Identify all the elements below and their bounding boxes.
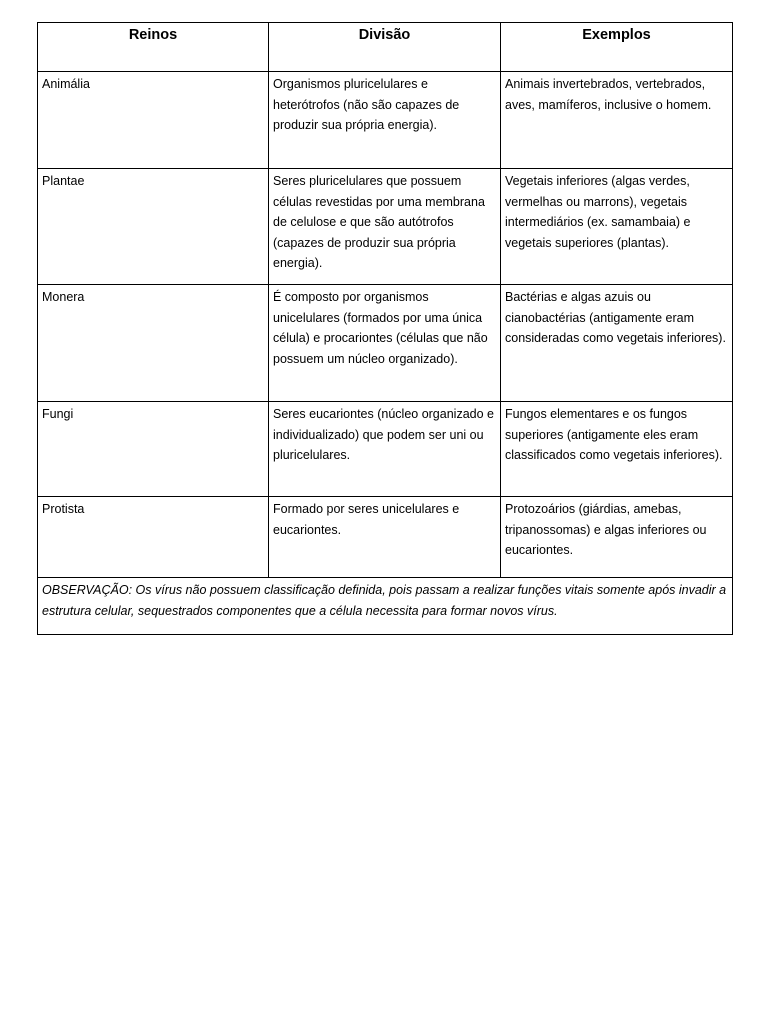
divisao-cell: Seres pluricelulares que possuem células revestidas por uma membrana de celulose e que são autótrofos (capazes de produzir sua própria energia).	[269, 169, 501, 285]
table-row	[38, 497, 733, 578]
exemplos-cell: Vegetais inferiores (algas verdes, vermelhas ou marrons), vegetais intermediários (ex. samambaia) e vegetais superiores (plantas).	[501, 169, 733, 285]
reino-cell: Protista	[38, 497, 269, 578]
exemplos-cell: Fungos elementares e os fungos superiores (antigamente eles eram classificados como vegetais inferiores).	[501, 402, 733, 497]
reino-cell: Plantae	[38, 169, 269, 285]
divisao-cell: Organismos pluricelulares e heterótrofos (não são capazes de produzir sua própria energia).	[269, 72, 501, 169]
header-reinos: Reinos	[38, 23, 269, 72]
header-exemplos: Exemplos	[501, 23, 733, 72]
kingdoms-table	[37, 22, 733, 635]
header-row	[38, 23, 733, 72]
reino-cell: Monera	[38, 285, 269, 402]
table-row	[38, 169, 733, 285]
exemplos-cell: Bactérias e algas azuis ou cianobactérias (antigamente eram consideradas como vegetais inferiores).	[501, 285, 733, 402]
table-row	[38, 72, 733, 169]
reino-cell: Fungi	[38, 402, 269, 497]
exemplos-cell: Animais invertebrados, vertebrados, aves, mamíferos, inclusive o homem.	[501, 72, 733, 169]
reino-cell: Animália	[38, 72, 269, 169]
header-divisao: Divisão	[269, 23, 501, 72]
table-row	[38, 402, 733, 497]
observation-row	[38, 578, 733, 635]
exemplos-cell: Protozoários (giárdias, amebas, tripanossomas) e algas inferiores ou eucariontes.	[501, 497, 733, 578]
divisao-cell: Seres eucariontes (núcleo organizado e individualizado) que podem ser uni ou pluricelulares.	[269, 402, 501, 497]
table-row	[38, 285, 733, 402]
observation-text: OBSERVAÇÃO: Os vírus não possuem classificação definida, pois passam a realizar funções vitais somente após invadir a estrutura celular, sequestrados componentes que a célula necessita para formar novos vírus.	[38, 578, 733, 635]
divisao-cell: Formado por seres unicelulares e eucariontes.	[269, 497, 501, 578]
divisao-cell: É composto por organismos unicelulares (formados por uma única célula) e procariontes (células que não possuem um núcleo organizado).	[269, 285, 501, 402]
